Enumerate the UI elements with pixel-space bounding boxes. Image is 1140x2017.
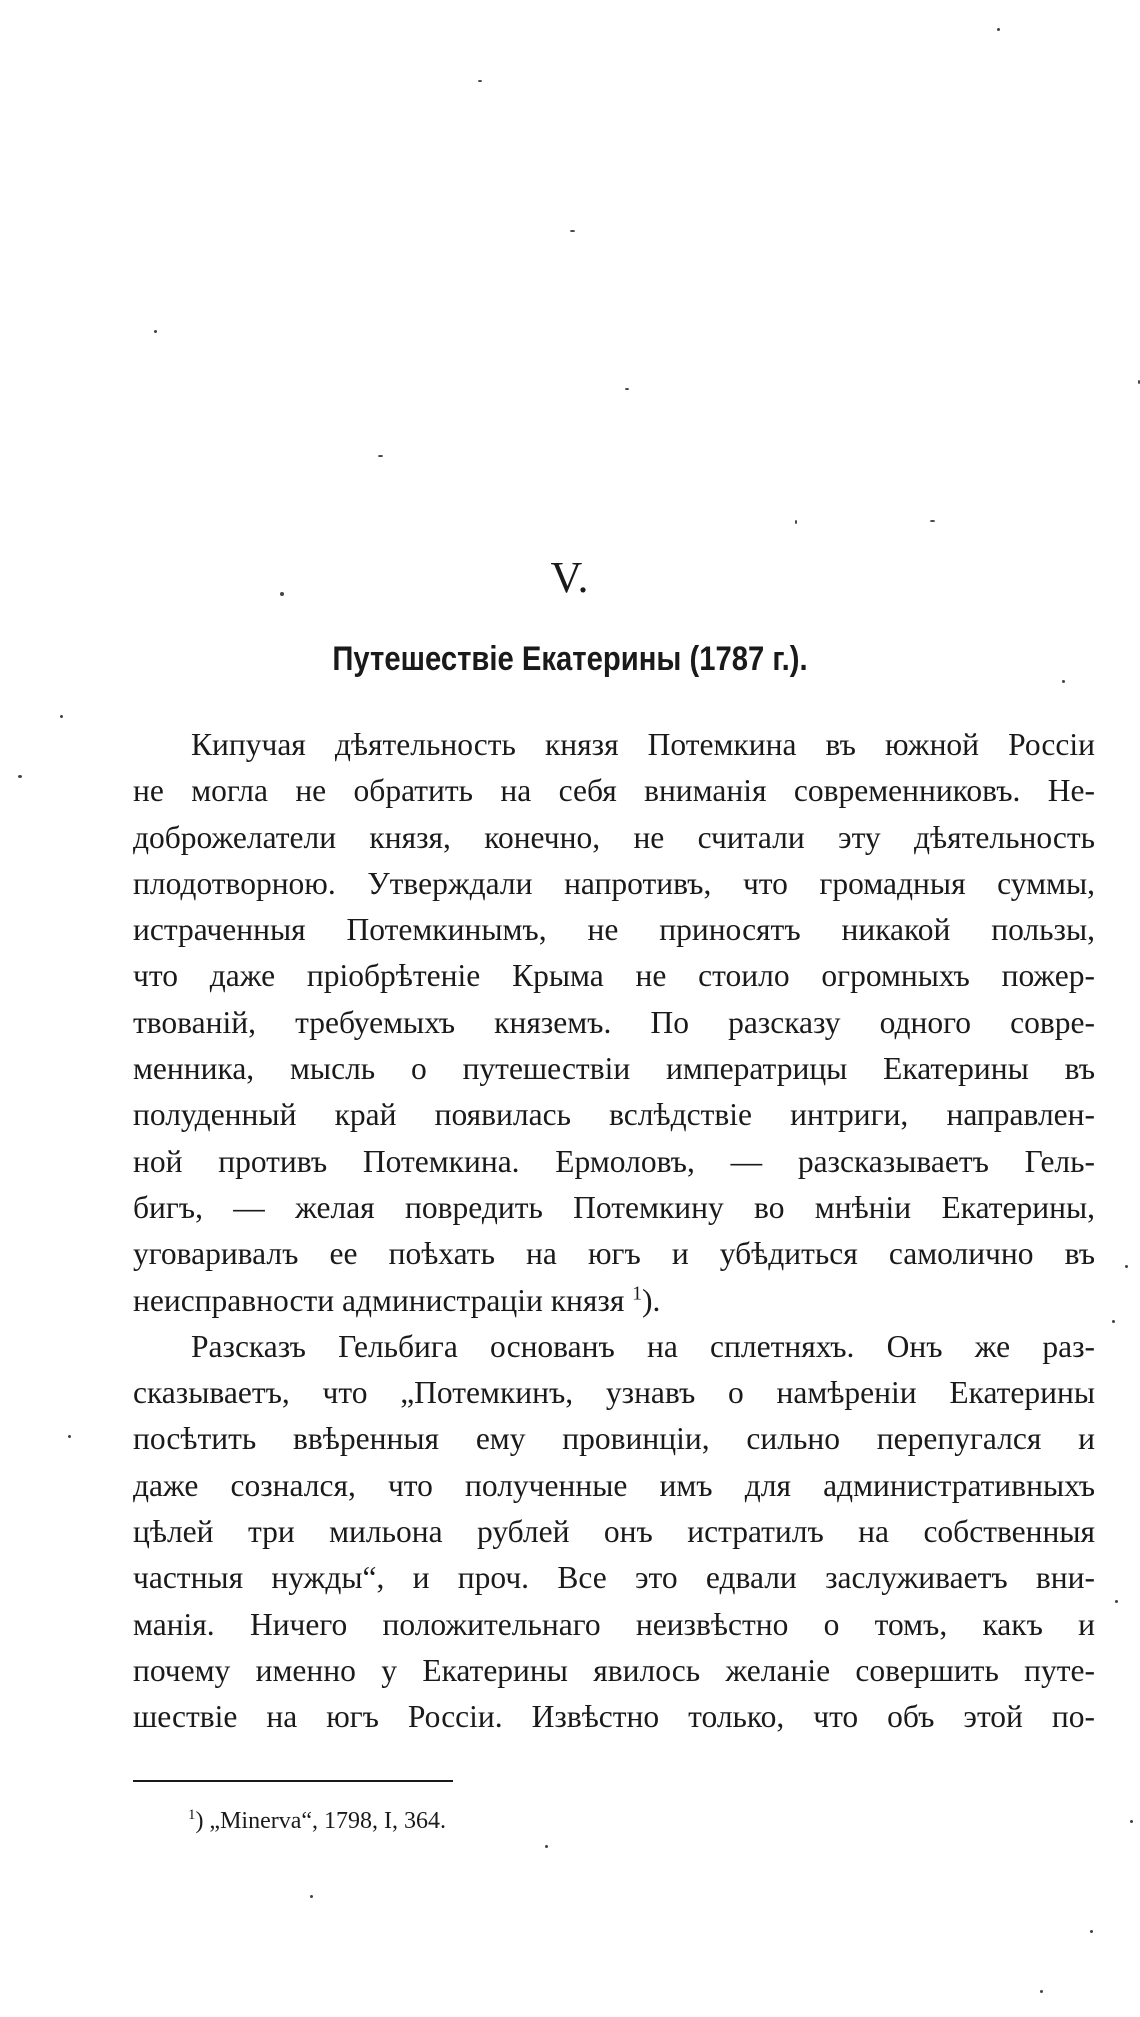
text-line: ной противъ Потемкина. Ермоловъ, — разсказываетъ Гель- xyxy=(133,1143,1095,1179)
text-line: Разсказъ Гельбига основанъ на сплетняхъ. Онъ же раз- xyxy=(191,1328,1095,1364)
body-text xyxy=(133,722,1095,1741)
scan-speck xyxy=(930,520,935,522)
footnote-marker: 1 xyxy=(188,1807,196,1823)
scan-speck xyxy=(154,330,157,333)
scan-speck xyxy=(997,28,1000,31)
text-line: твованій, требуемыхъ княземъ. По разсказу одного совре- xyxy=(133,1004,1095,1040)
footnote-divider xyxy=(133,1780,453,1782)
text-line: манія. Ничего положительнаго неизвѣстно о томъ, какъ и xyxy=(133,1606,1095,1642)
text-line: полуденный край появилась вслѣдствіе интриги, направлен- xyxy=(133,1097,1095,1133)
footnote-text: ) „Minerva“, 1798, I, 364. xyxy=(195,1808,447,1834)
scan-speck xyxy=(378,455,383,457)
scan-speck xyxy=(1115,1600,1118,1603)
scan-speck xyxy=(1112,1320,1115,1323)
footnote xyxy=(188,1808,446,1835)
scan-speck xyxy=(478,80,482,82)
text-line: шествіе на югъ Россіи. Извѣстно только, что объ этой по- xyxy=(133,1699,1095,1735)
scan-speck xyxy=(310,1895,313,1898)
text-line: частныя нужды“, и проч. Все это едвали заслуживаетъ вни- xyxy=(133,1560,1095,1596)
text-line: истраченныя Потемкинымъ, не приносятъ никакой пользы, xyxy=(133,912,1095,948)
chapter-title: Путешествіе Екатерины (1787 г.). xyxy=(332,640,808,678)
scan-speck xyxy=(1090,1930,1093,1933)
text-line: менника, мысль о путешествіи императрицы Екатерины въ xyxy=(133,1051,1095,1087)
scan-speck xyxy=(1130,1820,1133,1823)
text-line: почему именно у Екатерины явилось желаніе совершить путе- xyxy=(133,1652,1095,1688)
scan-speck xyxy=(18,775,22,778)
scan-speck xyxy=(1125,1265,1128,1268)
text-line: плодотворною. Утверждали напротивъ, что громадныя суммы, xyxy=(133,865,1095,901)
scan-speck xyxy=(625,388,629,390)
scan-speck xyxy=(570,230,575,232)
text-line: уговаривалъ ее поѣхать на югъ и убѣдиться самолично въ xyxy=(133,1236,1095,1272)
text-line: Кипучая дѣятельность князя Потемкина въ южной Россіи xyxy=(191,727,1095,762)
scan-speck xyxy=(795,520,797,524)
scan-speck xyxy=(545,1845,548,1848)
text-line: даже сознался, что полученные имъ для административныхъ xyxy=(133,1467,1095,1503)
scan-speck xyxy=(280,592,284,596)
paragraph-end-line xyxy=(133,1278,1095,1324)
footnote-reference[interactable]: 1 xyxy=(632,1283,642,1305)
scan-speck xyxy=(1062,680,1065,683)
text-line: сказываетъ, что „Потемкинъ, узнавъ о намѣреніи Екатерины xyxy=(133,1375,1095,1411)
text-line: посѣтить ввѣренныя ему провинціи, сильно перепугался и xyxy=(133,1421,1095,1457)
chapter-numeral: V. xyxy=(550,553,590,602)
text-line: не могла не обратить на себя вниманія современниковъ. Не- xyxy=(133,773,1095,809)
scan-speck xyxy=(68,1435,71,1438)
text-fragment: ). xyxy=(641,1282,661,1318)
text-line: неисправности администраціи князя xyxy=(133,1282,625,1318)
scan-speck xyxy=(1040,1990,1043,1993)
text-line: бигъ, — желая повредить Потемкину во мнѣніи Екатерины, xyxy=(133,1189,1095,1225)
text-line: что даже пріобрѣтеніе Крыма не стоило огромныхъ пожер- xyxy=(133,958,1095,994)
text-line: доброжелатели князя, конечно, не считали эту дѣятельность xyxy=(133,819,1095,855)
text-line: цѣлей три мильона рублей онъ истратилъ на собственныя xyxy=(133,1514,1095,1550)
scan-speck xyxy=(60,715,63,718)
